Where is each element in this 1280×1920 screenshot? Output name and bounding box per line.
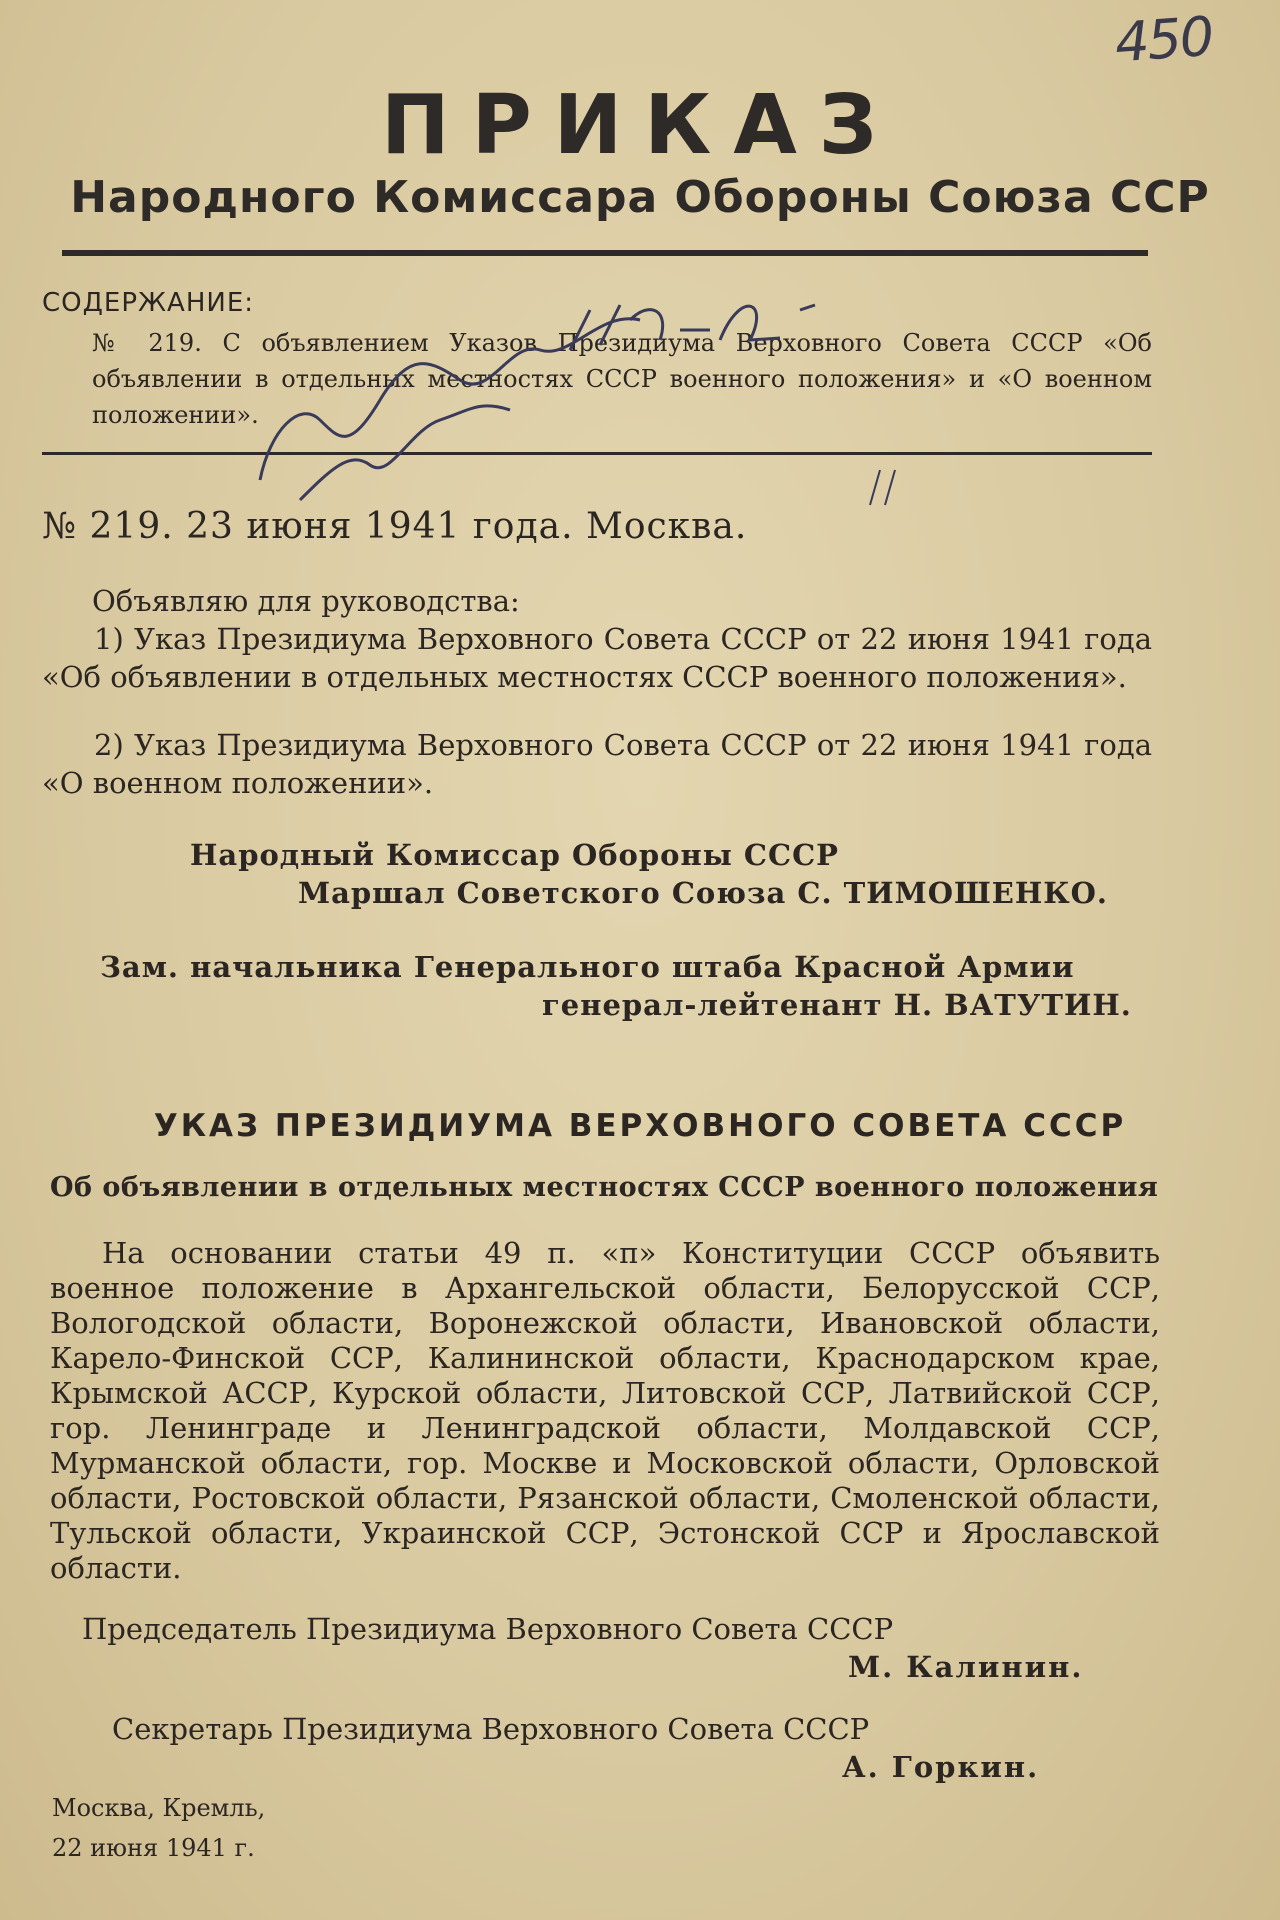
chairman-name: М. Калинин. (848, 1650, 1084, 1684)
contents-label: СОДЕРЖАНИЕ: (42, 288, 255, 318)
order-item-2: 2) Указ Президиума Верховного Совета СССР от 22 июня 1941 года «О военном положении». (42, 728, 1152, 800)
header-divider (62, 250, 1148, 256)
secretary-title: Секретарь Президиума Верховного Совета СССР (112, 1712, 870, 1746)
chairman-title: Председатель Президиума Верховного Совета СССР (82, 1612, 894, 1646)
secretary-name: А. Горкин. (842, 1750, 1040, 1784)
date: 22 июня 1941 г. (52, 1834, 255, 1862)
place-date (52, 1788, 265, 1868)
signatory-1-title: Народный Комиссар Обороны СССР (190, 838, 839, 872)
document-title: ПРИКАЗ (380, 78, 900, 173)
decree-body: На основании статьи 49 п. «п» Конституции СССР объявить военное положение в Архангельской области, Белорусской ССР, Вологодской области, Воронежской области, Ивановской области, Карело-Финской ССР, Калининской области, Краснодарском крае, Крымской АССР, Курской области, Литовской ССР, Латвийской ССР, гор. Ленинграде и Ленинградской области, Молдавской ССР, Мурманской области, гор. Москве и Московской области, Орловской области, Ростовской области, Рязанской области, Смоленской области, Тульской области, Украинской ССР, Эстонской ССР и Ярославской области. (50, 1236, 1160, 1585)
decree-subtitle: Об объявлении в отдельных местностях СССР военного положения (50, 1172, 1159, 1203)
decree-title: УКАЗ ПРЕЗИДИУМА ВЕРХОВНОГО СОВЕТА СССР (153, 1108, 1127, 1144)
contents-item: № 219. С объявлением Указов Президиума Верховного Совета СССР «Об объявлении в отдельных местностях СССР военного положения» и «О военном положении». (92, 329, 1152, 429)
signatory-2-name: генерал-лейтенант Н. ВАТУТИН. (542, 988, 1132, 1022)
contents-divider (42, 452, 1152, 455)
signatory-1-name: Маршал Советского Союза С. ТИМОШЕНКО. (298, 876, 1109, 910)
place: Москва, Кремль, (52, 1794, 266, 1822)
document-subtitle: Народного Комиссара Обороны Союза ССР (70, 172, 1210, 223)
order-intro: Объявляю для руководства: (92, 584, 520, 618)
signatory-2-title: Зам. начальника Генерального штаба Красной Армии (100, 950, 1075, 984)
archive-number: 450 (1112, 4, 1215, 75)
order-number-line: № 219. 23 июня 1941 года. Москва. (42, 506, 748, 547)
order-item-1: 1) Указ Президиума Верховного Совета СССР от 22 июня 1941 года «Об объявлении в отдельных местностях СССР военного положения». (42, 622, 1152, 694)
